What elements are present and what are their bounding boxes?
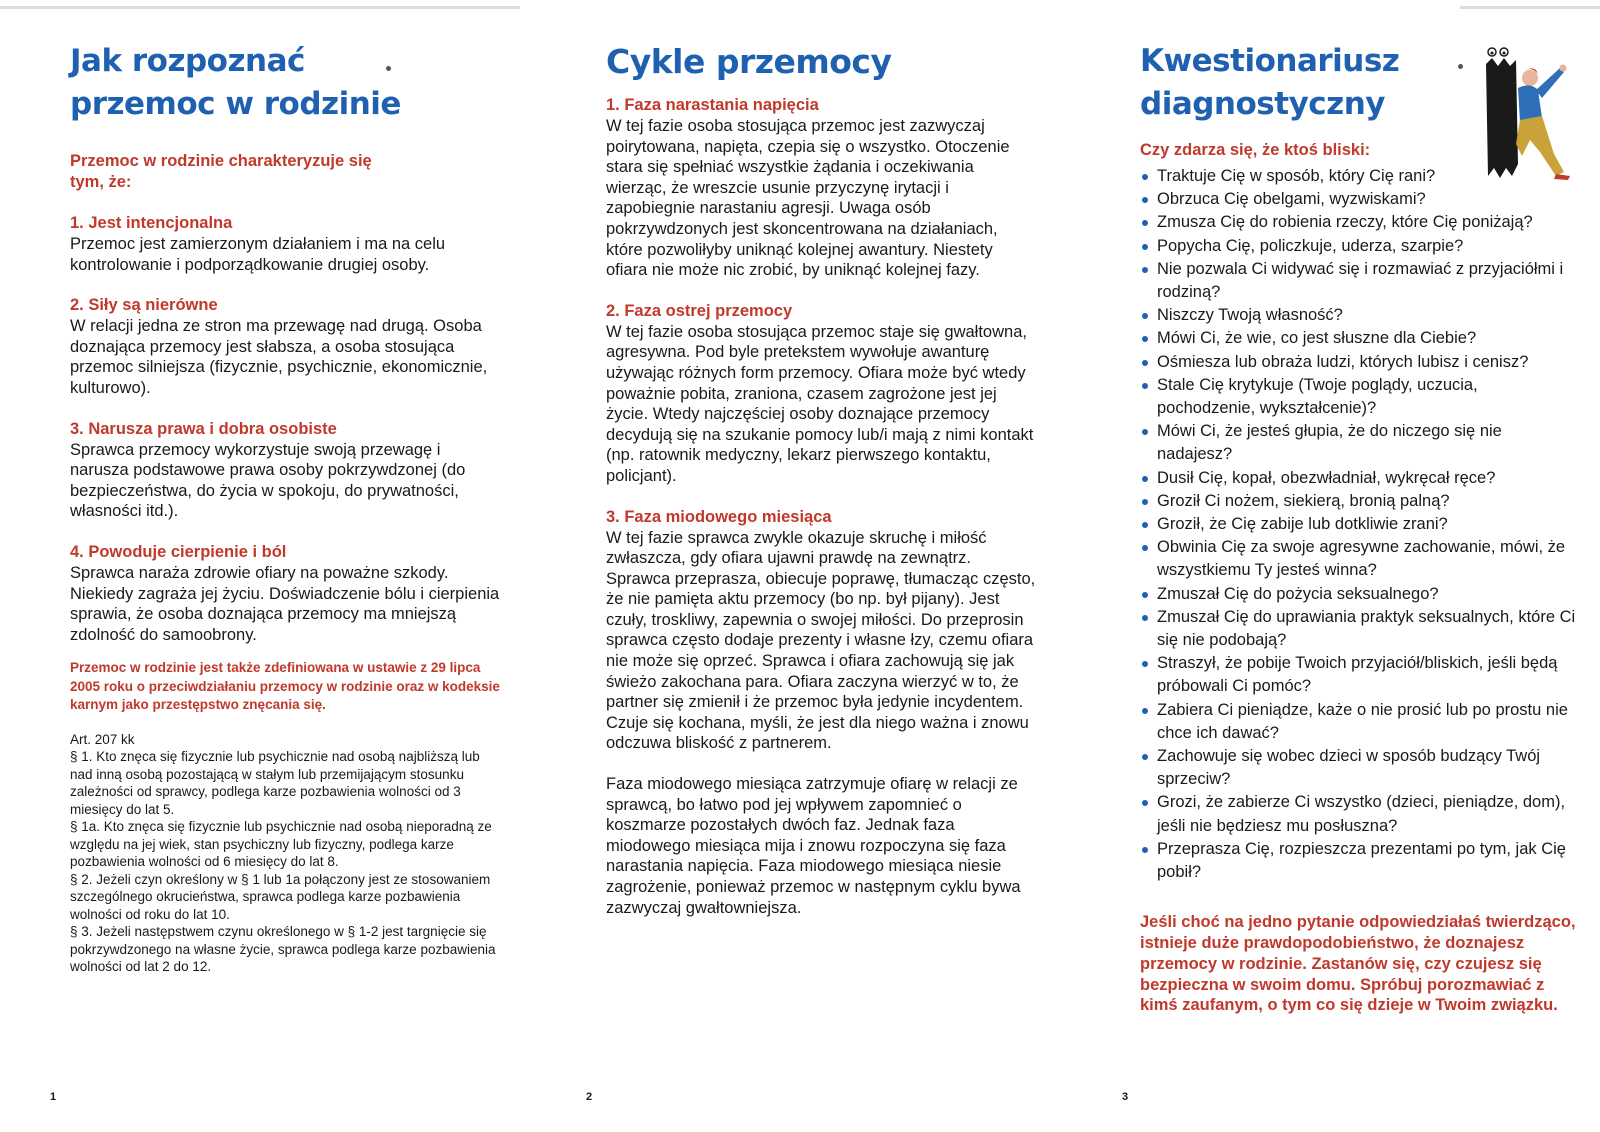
list-item: Groził Ci nożem, siekierą, bronią palną?: [1140, 490, 1580, 513]
law-paragraph: § 1a. Kto znęca się fizycznie lub psychicznie nad osobą nieporadną ze względu na jej wiek, stan psychiczny lub fizyczny, podlega karze pozbawienia wolności od 6 miesięcy do lat 8.: [70, 819, 492, 870]
top-edge-line: [1460, 6, 1600, 9]
list-item: Niszczy Twoją własność?: [1140, 304, 1580, 327]
law-text: [70, 731, 500, 976]
list-item: Grozi, że zabierze Ci wszystko (dzieci, pieniądze, dom), jeśli nie będziesz mu posłuszna?: [1140, 791, 1580, 837]
list-item: Obrzuca Cię obelgami, wyzwiskami?: [1140, 188, 1580, 211]
list-item: Mówi Ci, że wie, co jest słuszne dla Ciebie?: [1140, 327, 1580, 350]
page-number: 1: [50, 1091, 57, 1103]
page-number: 2: [586, 1091, 593, 1103]
law-article: Art. 207 kk: [70, 731, 135, 747]
decorative-dot-icon: [386, 66, 391, 71]
section-text: W tej fazie osoba stosująca przemoc jest zazwyczaj poirytowana, napięta, czepia się o wszystko. Otoczenie stara się spełniać wszystkie żądania i oczekiwania wierząc, że wreszcie usunie przyczynę irytacji i zapobiegnie narastaniu agresji. Uwaga osób pokrzywdzonych jest skoncentrowana na działaniach, które pozwoliłyby uniknąć kolejnej awantury. Niestety ofiara nie może nic zrobić, by uniknąć kolejnej fazy.: [606, 117, 1010, 280]
list-item: Nie pozwala Ci widywać się i rozmawiać z przyjaciółmi i rodziną?: [1140, 258, 1580, 304]
top-edge-line: [0, 6, 520, 9]
list-item: Zmuszał Cię do uprawiania praktyk seksualnych, które Ci się nie podobają?: [1140, 606, 1580, 652]
list-item: Groził, że Cię zabije lub dotkliwie zrani?: [1140, 513, 1580, 536]
closing-paragraph: Faza miodowego miesiąca zatrzymuje ofiarę w relacji ze sprawcą, bo łatwo pod jej wpływem zapomnieć o koszmarze pozostałych dwóch faz. Jednak faza miodowego miesiąca mija i znowu rozpoczyna się faza narastania napięcia. Faza miodowego miesiąca niesie zagrożenie, ponieważ przemoc w następnym cyklu bywa zazwyczaj gwałtowniejsza.: [606, 775, 1021, 917]
section-heading: 3. Faza miodowego miesiąca: [606, 507, 832, 526]
section-heading: 3. Narusza prawa i dobra osobiste: [70, 419, 337, 438]
column-2: [606, 40, 1038, 918]
list-item: Traktuje Cię w sposób, który Cię rani?: [1140, 165, 1580, 188]
section-heading: 1. Jest intencjonalna: [70, 214, 233, 232]
woman-figure-illustration-icon: [1482, 44, 1592, 184]
section-rights: [70, 419, 500, 522]
list-item: Obwinia Cię za swoje agresywne zachowanie, mówi, że wszystkiemu Ty jesteś winna?: [1140, 536, 1580, 582]
section-tension-phase: [606, 95, 1038, 281]
questionnaire-subtitle: Czy zdarza się, że ktoś bliski:: [1140, 141, 1371, 159]
section-unequal-forces: [70, 295, 500, 398]
section-text: W tej fazie sprawca zwykle okazuje skruchę i miłość zwłaszcza, gdy ofiara ujawni prawdę na zewnątrz. Sprawca przeprasza, obiecuje poprawę, tłumacząc często, że nie pamięta aktu przemocy (bo np. był pijany). Jest czuły, troskliwy, zapewnia o swojej miłości. Do przeprosin sprawca często dodaje prezenty i własne łzy, czemu ofiara nie może się oprzeć. Sprawca i ofiara zachowują się jak świeżo zakochana para. Ofiara zaczyna wierzyć w to, że partner się zmienił i że przemoc była jedynie incydentem. Czuje się kochana, myśli, że jest dla niego ważna i znowu odczuwa bliskość z partnerem.: [606, 528, 1036, 753]
law-paragraph: § 2. Jeżeli czyn określony w § 1 lub 1a połączony jest ze stosowaniem szczególnego okrucieństwa, sprawca podlega karze pozbawienia wolności od roku do lat 10.: [70, 871, 491, 922]
list-item: Popycha Cię, policzkuje, uderza, szarpie?: [1140, 235, 1580, 258]
section-honeymoon-phase: [606, 507, 1038, 755]
column-1: [70, 40, 500, 976]
section-text: Sprawca przemocy wykorzystuje swoją przewagę i narusza podstawowe prawa osoby pokrzywdzonej (do bezpieczeństwa, do życia w spokoju, do prywatności, własności itd.).: [70, 440, 466, 521]
list-item: Mówi Ci, że jesteś głupia, że do niczego się nie nadajesz?: [1140, 420, 1580, 466]
intro-text: Przemoc w rodzinie charakteryzuje się tym, że:: [70, 152, 372, 191]
page-title: Kwestionariusz diagnostyczny: [1140, 43, 1400, 122]
list-item: Ośmiesza lub obraża ludzi, których lubisz i cenisz?: [1140, 351, 1580, 374]
page-number: 3: [1122, 1091, 1129, 1103]
list-item: Zabiera Ci pieniądze, każe o nie prosić lub po prostu nie chce ich dawać?: [1140, 699, 1580, 745]
section-text: Sprawca naraża zdrowie ofiary na poważne szkody. Niekiedy zagraża jej życiu. Doświadczenie bólu i cierpienia sprawia, że osoba doznająca przemocy ma mniejszą zdolność do samoobrony.: [70, 563, 500, 644]
list-item: Dusił Cię, kopał, obezwładniał, wykręcał ręce?: [1140, 467, 1580, 490]
column-3: [1140, 40, 1580, 1016]
list-item: Przeprasza Cię, rozpieszcza prezentami po tym, jak Cię pobił?: [1140, 838, 1580, 884]
section-heading: 2. Siły są nierówne: [70, 296, 218, 315]
list-item: Stale Cię krytykuje (Twoje poglądy, uczucia, pochodzenie, wykształcenie)?: [1140, 374, 1580, 420]
list-item: Straszył, że pobije Twoich przyjaciół/bliskich, jeśli będą próbowali Ci pomóc?: [1140, 652, 1580, 698]
section-acute-phase: [606, 301, 1038, 487]
law-paragraph: § 1. Kto znęca się fizycznie lub psychicznie nad osobą najbliższą lub nad inną osobą pozostającą w stałym lub przemijającym stosunku zależności od sprawcy, podlega karze pozbawienia wolności od 3 miesięcy do lat 5.: [70, 749, 480, 817]
law-note: Przemoc w rodzinie jest także zdefiniowana w ustawie z 29 lipca 2005 roku o przeciwdziałaniu przemocy w rodzinie oraz w kodeksie karnym jako przestępstwo znęcania się.: [70, 660, 500, 713]
list-item: Zachowuje się wobec dzieci w sposób budzący Twój sprzeciw?: [1140, 745, 1580, 791]
conclusion-text: Jeśli choć na jedno pytanie odpowiedziałaś twierdząco, istnieje duże prawdopodobieństwo, że doznajesz przemocy w rodzinie. Zastanów się, czy czujesz się bezpieczna w swoim domu. Spróbuj porozmawiać z kimś zaufanym, o tym co się dzieje w Twoim związku.: [1140, 913, 1576, 1015]
section-intentional: [70, 213, 500, 275]
section-suffering: [70, 542, 500, 645]
page-title: Cykle przemocy: [606, 42, 892, 81]
question-list: [1140, 165, 1580, 884]
section-heading: 4. Powoduje cierpienie i ból: [70, 542, 287, 561]
section-heading: 2. Faza ostrej przemocy: [606, 301, 793, 320]
page-title: Jak rozpoznać przemoc w rodzinie: [70, 43, 401, 122]
list-item: Zmuszał Cię do pożycia seksualnego?: [1140, 583, 1580, 606]
section-text: Przemoc jest zamierzonym działaniem i ma na celu kontrolowanie i podporządkowanie drugiej osoby.: [70, 235, 446, 274]
list-item: Zmusza Cię do robienia rzeczy, które Cię poniżają?: [1140, 211, 1580, 234]
section-text: W tej fazie osoba stosująca przemoc staje się gwałtowna, agresywna. Pod byle pretekstem wywołuje awanturę używając różnych form przemocy. Ofiara może być wtedy poważnie pobita, zraniona, czasem zagrożone jest jej życie. Wtedy najczęściej osoby doznające przemocy decydują się na szukanie pomocy lub/i mają z nimi kontakt (np. ratownik medyczny, lekarz pierwszego kontaktu, policjant).: [606, 322, 1034, 485]
law-paragraph: § 3. Jeżeli następstwem czynu określonego w § 1-2 jest targnięcie się pokrzywdzonego na własne życie, sprawca podlega karze pozbawienia wolności od lat 2 do 12.: [70, 924, 496, 975]
section-text: W relacji jedna ze stron ma przewagę nad drugą. Osoba doznająca przemocy jest słabsza, a osoba stosująca przemoc silniejsza (fizycznie, psychicznie, ekonomicznie, kulturowo).: [70, 317, 488, 397]
section-heading: 1. Faza narastania napięcia: [606, 96, 819, 114]
